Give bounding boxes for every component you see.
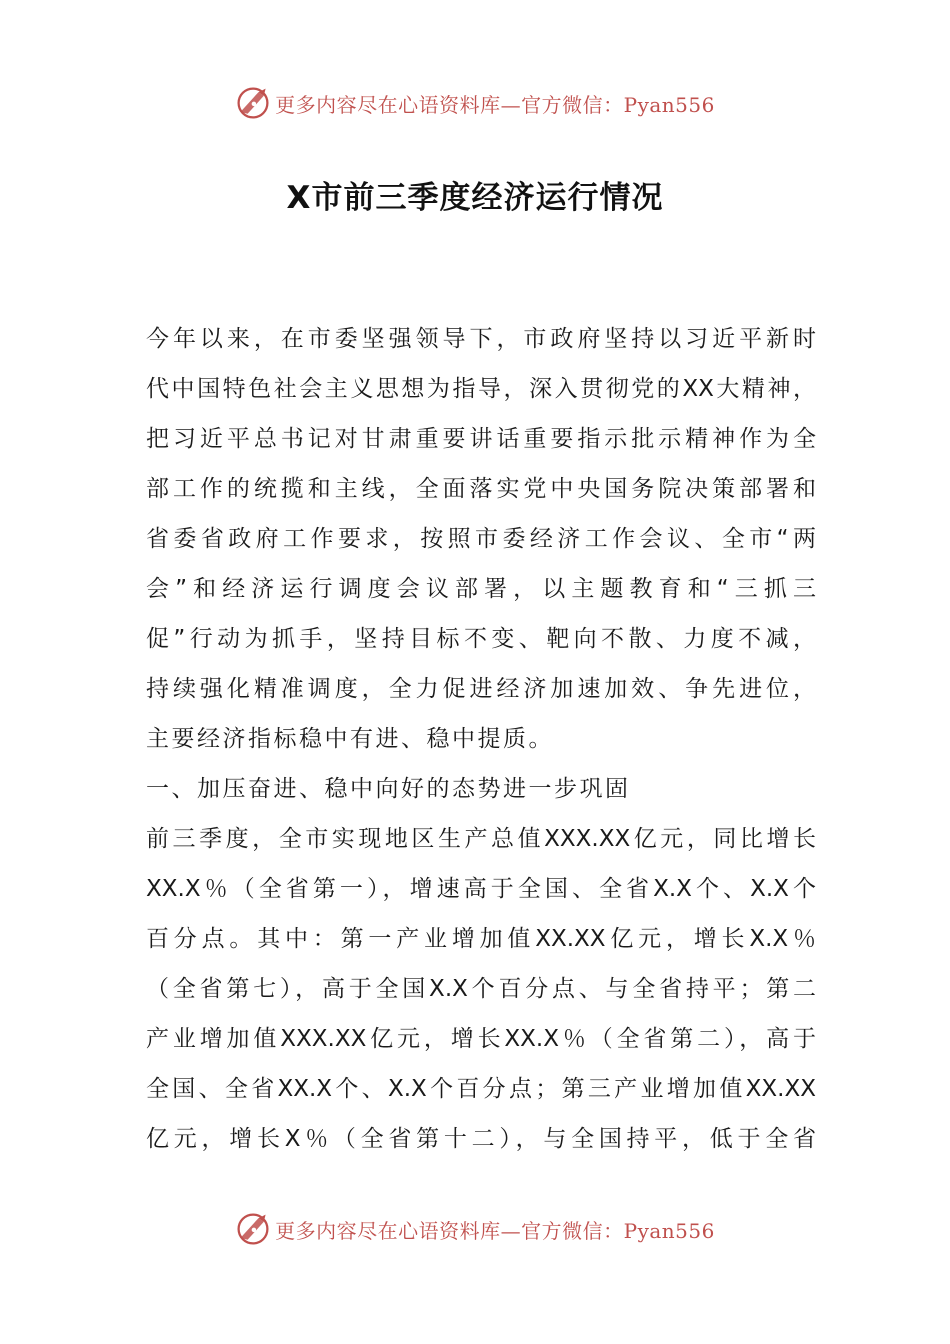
pen-nib-logo-icon <box>235 1211 271 1247</box>
pen-nib-logo-icon <box>235 85 271 121</box>
body-line: 主要经济指标稳中有进、稳中提质。 <box>146 726 554 752</box>
body-line: 前三季度，全市实现地区生产总值XXX.XX亿元，同比增长 <box>146 826 816 852</box>
body-line: 产业增加值XXX.XX亿元，增长XX.X％（全省第二），高于 <box>146 1026 816 1052</box>
body-line: 全国、全省XX.X个、X.X个百分点；第三产业增加值XX.XX <box>146 1076 816 1102</box>
body-line: 把习近平总书记对甘肃重要讲话重要指示批示精神作为全 <box>146 426 816 452</box>
section-heading: 一、加压奋进、稳中向好的态势进一步巩固 <box>146 776 631 802</box>
body-line: 部工作的统揽和主线，全面落实党中央国务院决策部署和 <box>146 476 816 502</box>
body-line: 亿元，增长X％（全省第十二），与全国持平，低于全省 <box>146 1126 816 1152</box>
watermark-text: 更多内容尽在心语资料库—官方微信：Pyan556 <box>275 1218 715 1243</box>
body-line: 促”行动为抓手，坚持目标不变、靶向不散、力度不减， <box>146 626 816 652</box>
body-line: 会”和经济运行调度会议部署，以主题教育和“三抓三 <box>146 576 816 602</box>
body-line: 百分点。其中：第一产业增加值XX.XX亿元，增长X.X％ <box>146 926 816 952</box>
body-line: XX.X％（全省第一），增速高于全国、全省X.X个、X.X个 <box>146 876 816 902</box>
body-line: （全省第七），高于全国X.X个百分点、与全省持平；第二 <box>146 976 816 1002</box>
watermark-text: 更多内容尽在心语资料库—官方微信：Pyan556 <box>275 92 715 117</box>
body-line: 省委省政府工作要求，按照市委经济工作会议、全市“两 <box>146 526 816 552</box>
body-line: 代中国特色社会主义思想为指导，深入贯彻党的XX大精神， <box>146 376 816 402</box>
body-line: 今年以来，在市委坚强领导下，市政府坚持以习近平新时 <box>146 326 816 352</box>
document-body <box>146 314 816 1164</box>
body-line: 持续强化精准调度，全力促进经济加速加效、争先进位， <box>146 676 816 702</box>
watermark-banner-bottom <box>0 1209 950 1249</box>
watermark-banner-top <box>0 83 950 123</box>
document-title: X市前三季度经济运行情况 <box>286 180 664 216</box>
